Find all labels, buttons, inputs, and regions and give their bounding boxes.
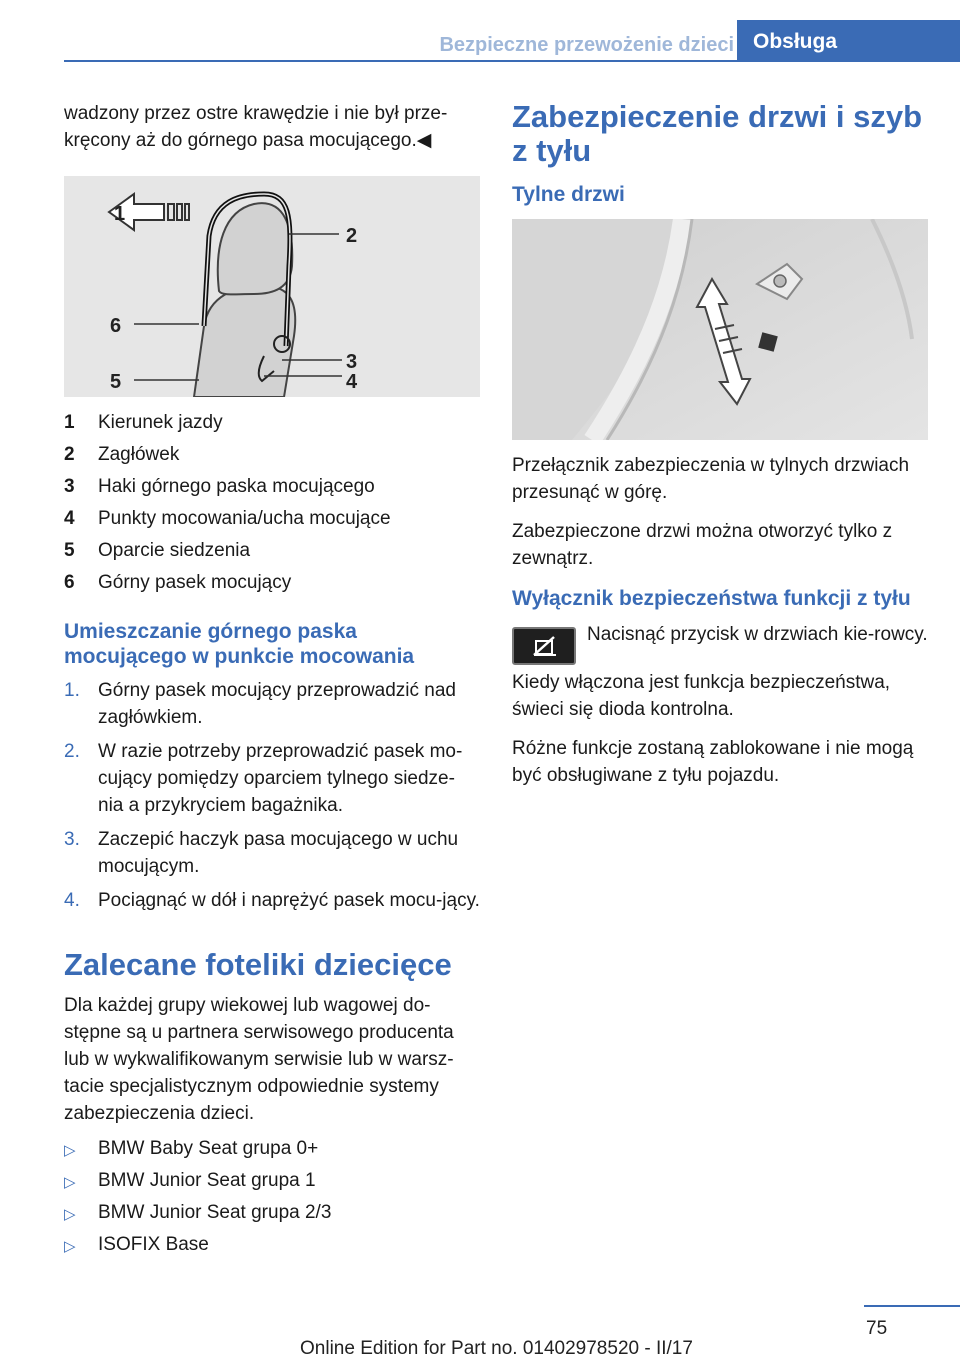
legend-text: Górny pasek mocujący	[98, 572, 292, 593]
legend-num: 5	[64, 540, 75, 561]
page-number: 75	[866, 1318, 888, 1339]
legend-text: Kierunek jazdy	[98, 412, 223, 433]
step-text: Pociągnąć w dół i naprężyć pasek mocu-jący.	[98, 890, 480, 911]
rear-door-figure	[512, 219, 928, 440]
legend-item	[64, 503, 480, 535]
legend-num: 3	[64, 476, 75, 497]
legend-item	[64, 439, 480, 471]
bullet-arrow-icon: ▷	[64, 1174, 76, 1191]
figure-label-3: 3	[346, 351, 358, 373]
section-subheading: Umieszczanie górnego paska mocującego w punkcie mocowania	[64, 620, 415, 668]
list-item-text: BMW Junior Seat grupa 1	[98, 1170, 316, 1191]
legend-num: 6	[64, 572, 75, 593]
step-number: 2.	[64, 741, 80, 762]
section-heading: Zalecane foteliki dziecięce	[64, 947, 452, 982]
legend-num: 2	[64, 444, 75, 465]
figure-label-1: 1	[114, 203, 126, 225]
bullet-arrow-icon: ▷	[64, 1238, 76, 1255]
legend-text: Haki górnego paska mocującego	[98, 476, 375, 497]
legend-num: 4	[64, 508, 75, 529]
legend-num: 1	[64, 412, 75, 433]
right-column	[512, 100, 928, 789]
header-tab: Obsługa	[737, 20, 960, 62]
section-subheading: Wyłącznik bezpieczeństwa funkcji z tyłu	[512, 587, 911, 610]
step-text: W razie potrzeby przeprowadzić pasek mo-cujący pomiędzy oparciem tylnego siedze-nia a przykryciem bagażnika.	[98, 741, 463, 816]
step-text: Zaczepić haczyk pasa mocującego w uchu mocującym.	[98, 829, 459, 877]
switch-instruction	[512, 621, 928, 665]
legend-item	[64, 535, 480, 567]
child-seats-list	[64, 1135, 480, 1263]
rear-door-text-2: Zabezpieczone drzwi można otworzyć tylko z zewnątrz.	[512, 521, 893, 569]
step-item	[64, 887, 480, 914]
list-item-text: ISOFIX Base	[98, 1234, 209, 1255]
figure-label-6: 6	[110, 315, 122, 337]
legend-item	[64, 407, 480, 439]
step-item	[64, 677, 480, 731]
seat-tether-illustration	[64, 176, 480, 397]
list-item-text: BMW Baby Seat grupa 0+	[98, 1138, 319, 1159]
tether-figure	[64, 176, 480, 397]
bullet-arrow-icon: ▷	[64, 1206, 76, 1223]
legend-text: Zagłówek	[98, 444, 180, 465]
list-item	[64, 1167, 480, 1199]
figure-label-5: 5	[110, 371, 122, 393]
step-number: 4.	[64, 890, 80, 911]
legend-text: Oparcie siedzenia	[98, 540, 251, 561]
legend-item	[64, 567, 480, 599]
rear-door-text-1: Przełącznik zabezpieczenia w tylnych drzwiach przesunąć w górę.	[512, 455, 910, 503]
step-item	[64, 826, 480, 880]
list-item-text: BMW Junior Seat grupa 2/3	[98, 1202, 332, 1223]
window-lock-switch-icon	[512, 627, 576, 665]
list-item	[64, 1135, 480, 1167]
page-header	[0, 0, 960, 62]
figure-label-2: 2	[346, 225, 358, 247]
figure-label-4: 4	[346, 371, 358, 393]
switch-text: Nacisnąć przycisk w drzwiach kie-rowcy.	[587, 624, 928, 645]
safety-text-1: Kiedy włączona jest funkcja bezpieczeństwa, świeci się dioda kontrolna.	[512, 672, 891, 720]
steps-list	[64, 677, 480, 914]
section-subheading: Tylne drzwi	[512, 183, 625, 206]
safety-text-2: Różne funkcje zostaną zablokowane i nie mogą być obsługiwane z tyłu pojazdu.	[512, 738, 914, 786]
bullet-arrow-icon: ▷	[64, 1142, 76, 1159]
header-section-title: Bezpieczne przewożenie dzieci	[439, 34, 734, 56]
figure-legend	[64, 407, 480, 599]
step-item	[64, 738, 480, 819]
step-text: Górny pasek mocujący przeprowadzić nad zagłówkiem.	[98, 680, 457, 728]
section-heading: Zabezpieczenie drzwi i szyb z tyłu	[512, 99, 923, 168]
step-number: 1.	[64, 680, 80, 701]
list-item	[64, 1231, 480, 1263]
legend-item	[64, 471, 480, 503]
step-number: 3.	[64, 829, 80, 850]
left-column	[64, 100, 480, 1263]
footer-rule	[864, 1305, 960, 1307]
footer-edition: Online Edition for Part no. 01402978520 - II/17	[300, 1338, 693, 1359]
child-seats-paragraph: Dla każdej grupy wiekowej lub wagowej do-stępne są u partnera serwisowego producenta lub w wykwalifikowanym serwisie lub w warsz-tacie specjalistycznym odpowiednie systemy zabezpieczenia dzieci.	[64, 995, 454, 1124]
legend-text: Punkty mocowania/ucha mocujące	[98, 508, 391, 529]
door-lock-illustration	[512, 219, 928, 440]
list-item	[64, 1199, 480, 1231]
intro-text: wadzony przez ostre krawędzie i nie był prze-kręcony aż do górnego pasa mocującego.◀	[64, 103, 448, 151]
header-rule	[64, 60, 960, 62]
